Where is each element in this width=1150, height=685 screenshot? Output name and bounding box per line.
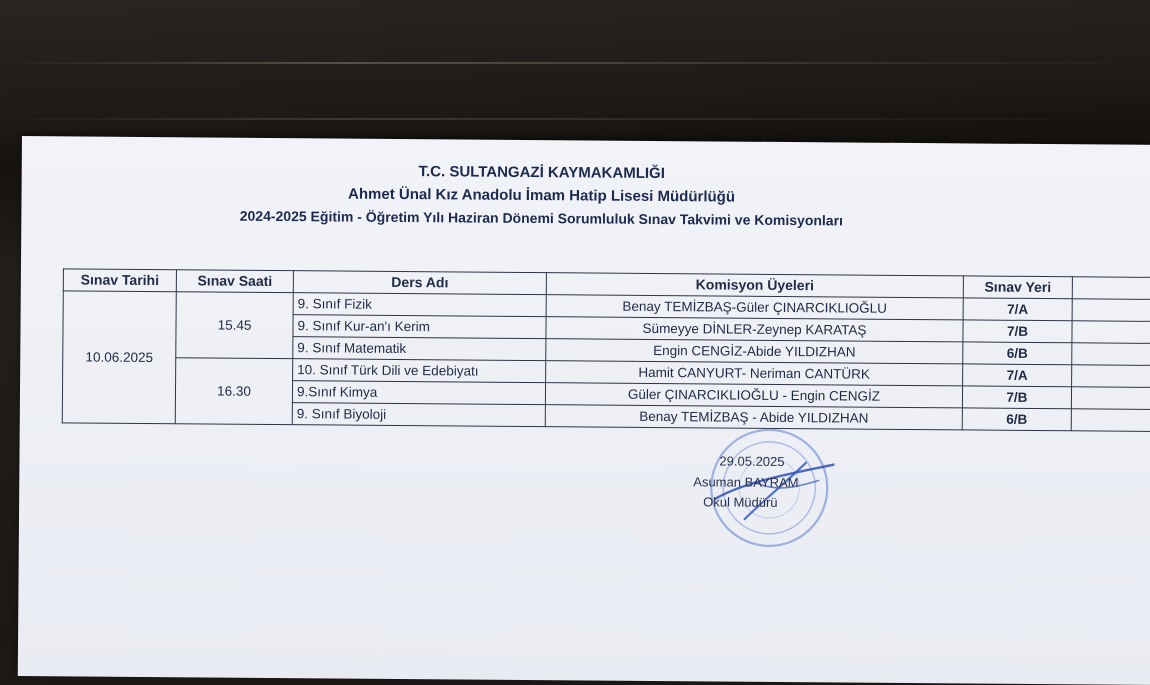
room-cell: 7/B (962, 386, 1071, 409)
signature-name: Asuman BAYRAM (693, 474, 799, 491)
course-cell: 9. Sınıf Kur-an'ı Kerim (293, 315, 546, 339)
exam-date-cell: 10.06.2025 (62, 291, 176, 424)
header-exam-date: Sınav Tarihi (63, 269, 176, 292)
document-title-school: Ahmet Ünal Kız Anadolu İmam Hatip Lisesi Müdürlüğü (348, 185, 736, 206)
room-cell: 7/B (963, 320, 1072, 343)
course-cell: 9. Sınıf Fizik (293, 293, 546, 317)
empty-cell (1072, 343, 1150, 366)
empty-cell (1071, 387, 1150, 410)
empty-cell (1071, 409, 1150, 432)
course-cell: 9. Sınıf Biyoloji (292, 403, 545, 427)
signature-role: Okul Müdürü (703, 494, 778, 510)
empty-cell (1072, 299, 1150, 322)
committee-cell: Hamit CANYURT- Neriman CANTÜRK (546, 361, 963, 386)
header-exam-room: Sınav Yeri (963, 276, 1072, 299)
header-course-name: Ders Adı (293, 271, 546, 295)
course-cell: 10. Sınıf Türk Dili ve Edebiyatı (293, 359, 546, 383)
header-empty (1072, 277, 1150, 300)
course-cell: 9. Sınıf Matematik (293, 337, 546, 361)
document-title-authority: T.C. SULTANGAZİ KAYMAKAMLIĞI (418, 163, 665, 183)
committee-cell: Güler ÇINARCIKLIOĞLU - Engin CENGİZ (545, 383, 962, 408)
exam-schedule-table (62, 268, 1150, 432)
exam-time-cell: 15.45 (176, 292, 294, 359)
room-cell: 6/B (963, 342, 1072, 365)
room-cell: 7/A (963, 298, 1072, 321)
committee-cell: Engin CENGİZ-Abide YILDIZHAN (546, 339, 963, 364)
room-cell: 6/B (962, 408, 1071, 431)
exam-time-cell: 16.30 (175, 358, 293, 425)
committee-cell: Benay TEMİZBAŞ - Abide YILDIZHAN (545, 405, 962, 430)
committee-cell: Benay TEMİZBAŞ-Güler ÇINARCIKLIOĞLU (546, 295, 963, 320)
desk-grain-line (0, 118, 1150, 120)
document-sheet (18, 136, 1150, 685)
empty-cell (1072, 365, 1150, 388)
room-cell: 7/A (963, 364, 1072, 387)
document-title-schedule: 2024-2025 Eğitim - Öğretim Yılı Haziran Dönemi Sorumluluk Sınav Takvimi ve Komisyonları (239, 207, 844, 229)
desk-grain-line (0, 62, 1150, 64)
empty-cell (1072, 321, 1150, 344)
committee-cell: Sümeyye DİNLER-Zeynep KARATAŞ (546, 317, 963, 342)
course-cell: 9.Sınıf Kimya (292, 381, 545, 405)
header-committee: Komisyon Üyeleri (546, 273, 963, 298)
header-exam-time: Sınav Saati (176, 270, 293, 293)
signature-date: 29.05.2025 (719, 453, 785, 469)
